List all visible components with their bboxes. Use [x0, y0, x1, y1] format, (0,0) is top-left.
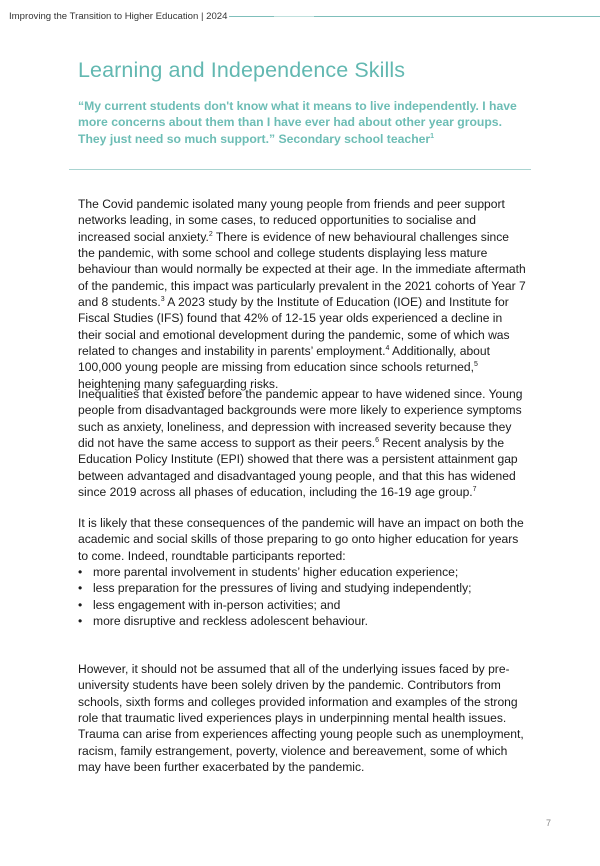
paragraph-text: It is likely that these consequences of the pandemic will have an impact on both the academic and social skills of those preparing to go onto higher education for years to come. Indeed, roundtable participants reported:	[78, 516, 524, 563]
pull-quote-text: “My current students don't know what it means to live independently. I have more concerns about them than I have ever had about other year groups. They just need so much support.” Secondary school teacher	[78, 99, 517, 146]
paragraph-inequalities	[78, 386, 528, 500]
paragraph-text: There is evidence of new behavioural challenges since the pandemic, with some school and college students displaying less mature behaviour than would normally be expected at their age. In the immediate aftermath of the pandemic, this impact was particularly prevalent in the 2021 cohorts of Year 7 and 8 students.	[78, 229, 526, 310]
bullet-icon: •	[78, 597, 83, 612]
list-item-text: more parental involvement in students’ higher education experience;	[93, 565, 459, 579]
footnote-ref[interactable]: 4	[385, 345, 390, 353]
footnote-ref[interactable]: 2	[208, 230, 213, 238]
list-item-text: less engagement with in-person activities; and	[93, 597, 341, 612]
header-rule-segment	[274, 16, 314, 17]
running-header: Improving the Transition to Higher Education | 2024	[9, 11, 228, 22]
section-title: Learning and Independence Skills	[78, 58, 406, 82]
paragraph-text: However, it should not be assumed that all of the underlying issues faced by pre-university students have been solely driven by the pandemic. Contributors from schools, sixth forms and colleges provided information and examples of the strong role that traumatic lived experiences plays in underpinning mental health issues. Trauma can arise from experiences affecting young people such as unemployment, racism, family estrangement, poverty, violence and bereavement, some of which may have been further exacerbated by the pandemic.	[78, 662, 524, 775]
list-item	[78, 613, 528, 629]
paragraph-consequences	[78, 515, 528, 564]
pull-quote	[78, 98, 518, 147]
footnote-ref[interactable]: 7	[472, 486, 477, 494]
footnote-ref[interactable]: 1	[430, 132, 435, 140]
findings-list	[78, 564, 528, 629]
paragraph-text: The Covid pandemic isolated many young people from friends and peer support networks leading, in some cases, to reduced opportunities to socialise and increased social anxiety.	[78, 197, 505, 244]
paragraph-text: heightening many safeguarding risks.	[78, 376, 279, 391]
list-item	[78, 564, 528, 580]
bullet-icon: •	[78, 614, 83, 629]
list-item	[78, 580, 528, 596]
header-rule	[229, 16, 600, 17]
paragraph-text: Recent analysis by the Education Policy Institute (EPI) showed that there was a persistent attainment gap between advantaged and disadvantaged young people, and that this has widened since 2019 across all phases of education, including the 16-19 age group.	[78, 436, 518, 500]
paragraph-text: A 2023 study by the Institute of Education (IOE) and Institute for Fiscal Studies (IFS) found that 42% of 12-15 year olds experienced a decline in their social and emotional development during the pandemic, some of which was related to changes and instability in parents’ employment.	[78, 295, 510, 359]
list-item-text: more disruptive and reckless adolescent behaviour.	[93, 614, 368, 629]
footnote-ref[interactable]: 3	[160, 296, 165, 304]
list-item-text: less preparation for the pressures of living and studying independently;	[93, 581, 472, 596]
paragraph-covid-isolation	[78, 196, 528, 392]
bullet-icon: •	[78, 565, 83, 579]
footnote-ref[interactable]: 6	[375, 437, 380, 445]
page-number: 7	[546, 818, 552, 828]
bullet-icon: •	[78, 581, 83, 596]
paragraph-text: Additionally, about 100,000 young people are missing from education since schools returned,	[78, 344, 490, 375]
quote-divider	[69, 169, 531, 170]
list-item	[78, 597, 528, 613]
paragraph-underlying-issues	[78, 661, 528, 775]
paragraph-text: Inequalities that existed before the pandemic appear to have widened since. Young people from disadvantaged backgrounds were more likely to experience symptoms such as anxiety, loneliness, and depression with increased severity because they did not have the same access to support as their peers.	[78, 387, 523, 451]
footnote-ref[interactable]: 5	[473, 361, 478, 369]
